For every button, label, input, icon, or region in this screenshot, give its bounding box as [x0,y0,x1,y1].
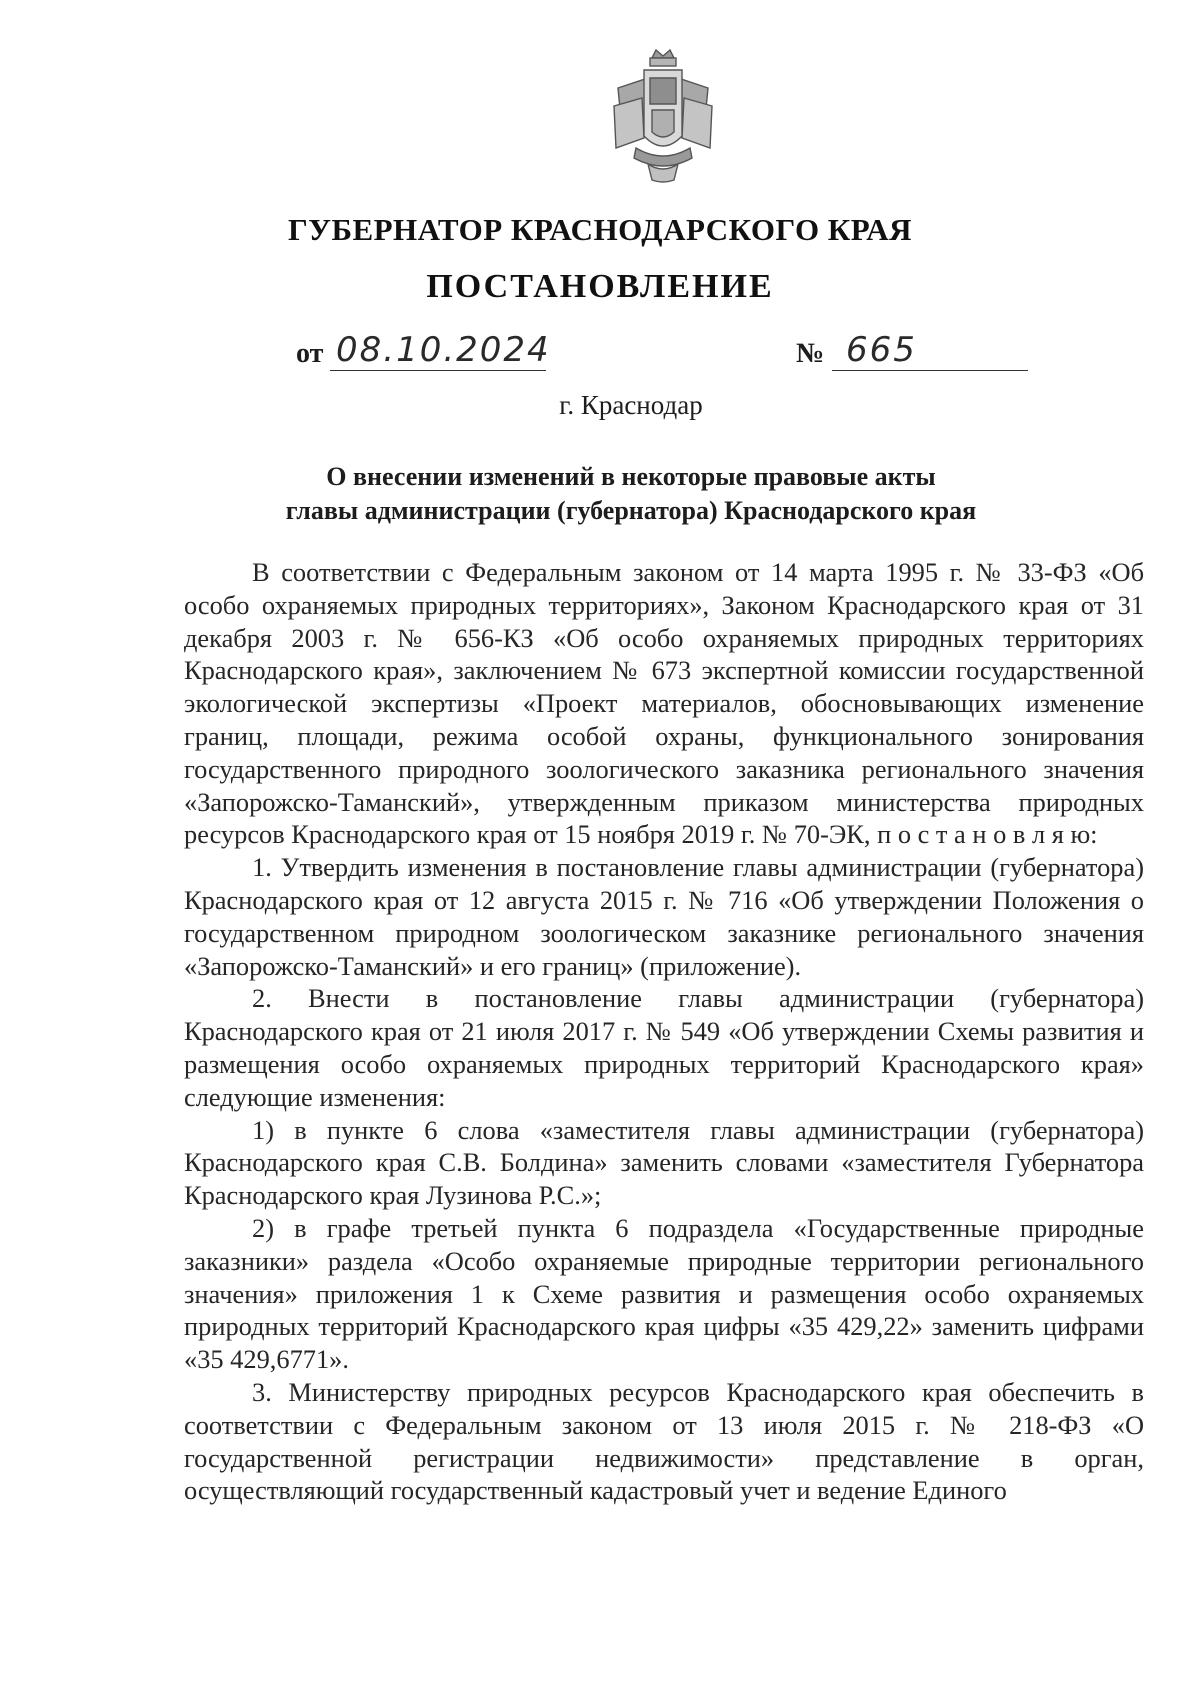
document-type: ПОСТАНОВЛЕНИЕ [426,268,774,305]
document-heading [0,460,1200,528]
authority-title: ГУБЕРНАТОР КРАСНОДАРСКОГО КРАЯ [287,212,913,247]
item-3-paragraph: 3. Министерству природных ресурсов Краснодарского края обеспечить в соответствии с Федеральным законом от 13 июля 2015 г. № 218-ФЗ «О государственной регистрации недвижимости» представление в орган, осуществляющий государственный кадастровый учет и ведение Единого [184,1376,1144,1506]
number-underline [832,370,1028,371]
place-of-issue: г. Краснодар [559,390,703,420]
item-1-paragraph: 1. Утвердить изменения в постановление главы администрации (губернатора) Краснодарского края от 12 августа 2015 г. № 716 «Об утверждении Положения о государственном природном зоологическом заказнике регионального значения «Запорожско-Таманский» и его границ» (приложение). [184,852,1144,981]
item-2-paragraph: 2. Внести в постановление главы администрации (губернатора) Краснодарского края от 21 июля 2017 г. № 549 «Об утверждении Схемы развития и размещения особо охраняемых природных территорий Краснодарского края» следующие изменения: [184,983,1144,1112]
number-handwritten: 665 [846,330,917,370]
item-2-2-paragraph: 2) в графе третьей пункта 6 подраздела «Государственные природные заказники» раздела «Особо охраняемые природные территории регионального значения» приложения 1 к Схеме развития и размещения особо охраняемых природных территорий Краснодарского края цифры «35 429,22» заменить цифрами «35 429,6771». [184,1212,1144,1375]
number-prefix: № [796,338,825,369]
document-body [184,556,1144,1507]
coat-of-arms-emblem [608,48,718,186]
date-handwritten: 08.10.2024 [336,330,551,370]
heading-line-1: О внесении изменений в некоторые правовые акты [326,462,936,491]
date-prefix: от [296,338,324,369]
preamble-paragraph: В соответствии с Федеральным законом от 14 марта 1995 г. № 33-ФЗ «Об особо охраняемых природных территориях», Законом Краснодарского края от 31 декабря 2003 г. № 656-КЗ «Об особо охраняемых природных территориях Краснодарского края», заключением № 673 экспертной комиссии государственной экологической экспертизы «Проект материалов, обосновывающих изменение границ, площади, режима особой охраны, функционального зонирования государственного природного зоологического заказника регионального значения «Запорожско-Таманский», утвержденным приказом министерства природных ресурсов Краснодарского края от 15 ноября 2019 г. № 70-ЭК, п о с т а н о в л я ю: [184,557,1144,850]
date-number-row [0,332,1200,376]
heading-line-2: главы администрации (губернатора) Краснодарского края [285,496,977,525]
item-2-1-paragraph: 1) в пункте 6 слова «заместителя главы администрации (губернатора) Краснодарского края С.В. Болдина» заменить словами «заместителя Губернатора Краснодарского края Лузинова Р.С.»; [184,1114,1144,1211]
date-underline [330,370,546,371]
